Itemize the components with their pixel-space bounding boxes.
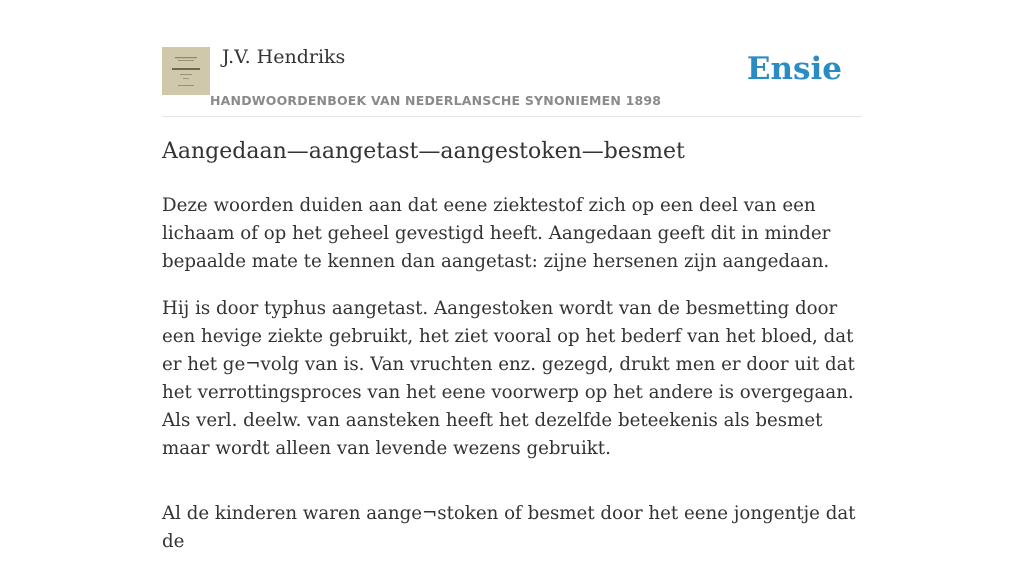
entry-body: [162, 192, 867, 575]
author-name[interactable]: J.V. Hendriks: [222, 46, 346, 68]
source-title[interactable]: HANDWOORDENBOEK VAN NEDERLANSCHE SYNONIEMEN 1898: [210, 93, 662, 108]
book-cover-icon: [162, 47, 210, 95]
ensie-logo[interactable]: Ensie: [746, 51, 842, 87]
entry-title: Aangedaan—aangetast—aangestoken—besmet: [162, 139, 685, 164]
header: [162, 0, 862, 117]
avatar[interactable]: [162, 47, 210, 95]
entry-paragraph: Deze woorden duiden aan dat eene ziektestof zich op een deel van een lichaam of op het geheel gevestigd heeft. Aangedaan geeft dit in minder bepaalde mate te kennen dan aangetast: zijne hersenen zijn aangedaan.: [162, 195, 831, 272]
entry-paragraph: Al de kinderen waren aange¬stoken of besmet door het eene jongentje dat de: [162, 503, 856, 552]
entry-paragraph: Hij is door typhus aangetast. Aangestoken wordt van de besmetting door een hevige ziekte gebruikt, het ziet vooral op het bederf van het bloed, dat er het ge¬volg van is. Van vruchten enz. gezegd, drukt men er door uit dat het verrottingsproces van het eene voorwerp op het andere is overgegaan. Als verl. deelw. van aansteken heeft het dezelfde beteekenis als besmet maar wordt alleen van levende wezens gebruikt.: [162, 298, 855, 459]
